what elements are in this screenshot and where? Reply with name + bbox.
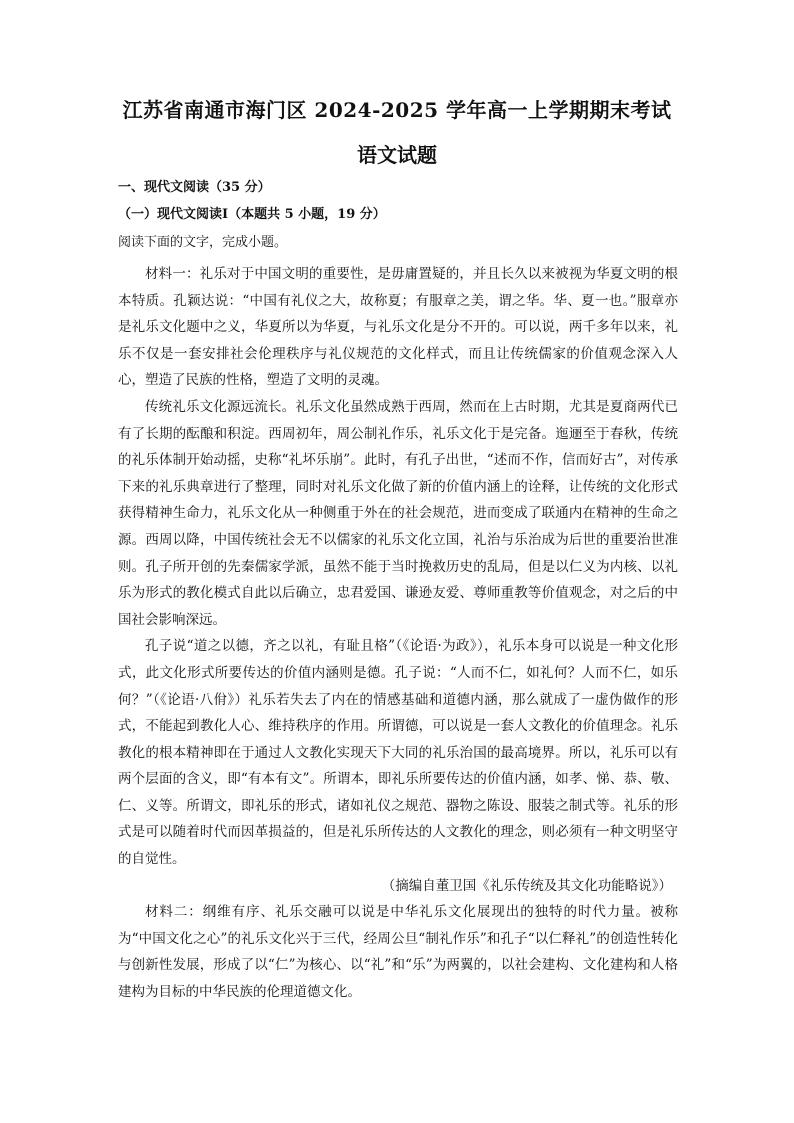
- material-two-paragraph-1: 材料二：纲维有序、礼乐交融可以说是中华礼乐文化展现出的独特的时代力量。被称为“中国文化之心”的礼乐文化兴于三代，经周公旦“制礼作乐”和孔子“以仁释礼”的创造性转化与创新性发展，形成了以“仁”为核心、以“礼”和“乐”为两翼的，以社会建构、文化建构和人格建构为目标的中华民族的伦理道德文化。: [118, 904, 678, 1001]
- section-heading-reading-one: （一）现代文阅读Ⅰ（本题共 5 小题，19 分）: [118, 207, 386, 222]
- reading-passage: [118, 261, 678, 1006]
- material-one-paragraph-1: 材料一：礼乐对于中国文明的重要性，是毋庸置疑的，并且长久以来被视为华夏文明的根本特质。孔颖达说：“中国有礼仪之大，故称夏；有服章之美，谓之华。华、夏一也。”服章亦是礼乐文化题中之义，华夏所以为华夏，与礼乐文化是分不开的。可以说，两千多年以来，礼乐不仅是一套安排社会伦理秩序与礼仪规范的文化样式，而且让传统儒家的价值观念深入人心，塑造了民族的性格，塑造了文明的灵魂。: [118, 266, 678, 389]
- reading-instruction: 阅读下面的文字，完成小题。: [118, 235, 288, 250]
- material-one-paragraph-2: 传统礼乐文化源远流长。礼乐文化虽然成熟于西周，然而在上古时期，尤其是夏商两代已有了长期的酝酿和积淀。西周初年，周公制礼作乐，礼乐文化于是完备。迤逦至于春秋，传统的礼乐体制开始动摇，史称“礼坏乐崩”。此时，有孔子出世，“述而不作，信而好古”，对传承下来的礼乐典章进行了整理，同时对礼乐文化做了新的价值内涵上的诠释，让传统的文化形式获得精神生命力，礼乐文化从一种侧重于外在的社会规范，进而变成了联通内在精神的生命之源。西周以降，中国传统社会无不以儒家的礼乐文化立国，礼治与乐治成为后世的重要治世准则。孔子所开创的先秦儒家学派，虽然不能于当时挽救历史的乱局，但是以仁义为内核、以礼乐为形式的教化模式自此以后确立，忠君爱国、谦逊友爱、尊师重教等价值观念，对之后的中国社会影响深远。: [118, 398, 678, 628]
- material-one-paragraph-3: 孔子说“道之以德，齐之以礼，有耻且格”（《论语·为政》），礼乐本身可以说是一种文化形式，此文化形式所要传达的价值内涵则是德。孔子说：“人而不仁，如礼何？人而不仁，如乐何？”（《论语·八佾》）礼乐若失去了内在的情感基础和道德内涵，那么就成了一虚伪做作的形式，不能起到教化人心、维持秩序的作用。所谓德，可以说是一套人文教化的价值理念。礼乐教化的根本精神即在于通过人文教化实现天下大同的礼乐治国的最高境界。所以，礼乐可以有两个层面的含义，即“有本有文”。所谓本，即礼乐所要传达的价值内涵，如孝、悌、恭、敬、仁、义等。所谓文，即礼乐的形式，诸如礼仪之规范、器物之陈设、服装之制式等。礼乐的形式是可以随着时代而因革损益的，但是礼乐所传达的人文教化的理念，则必须有一种文明坚守的自觉性。: [118, 638, 678, 868]
- material-one-source: （摘编自董卫国《礼乐传统及其文化功能略说》）: [381, 877, 672, 894]
- section-heading-part-one: 一、现代文阅读（35 分）: [118, 180, 271, 195]
- exam-title: 江苏省南通市海门区 2024-2025 学年高一上学期期末考试: [122, 98, 672, 122]
- exam-subtitle: 语文试题: [357, 143, 437, 167]
